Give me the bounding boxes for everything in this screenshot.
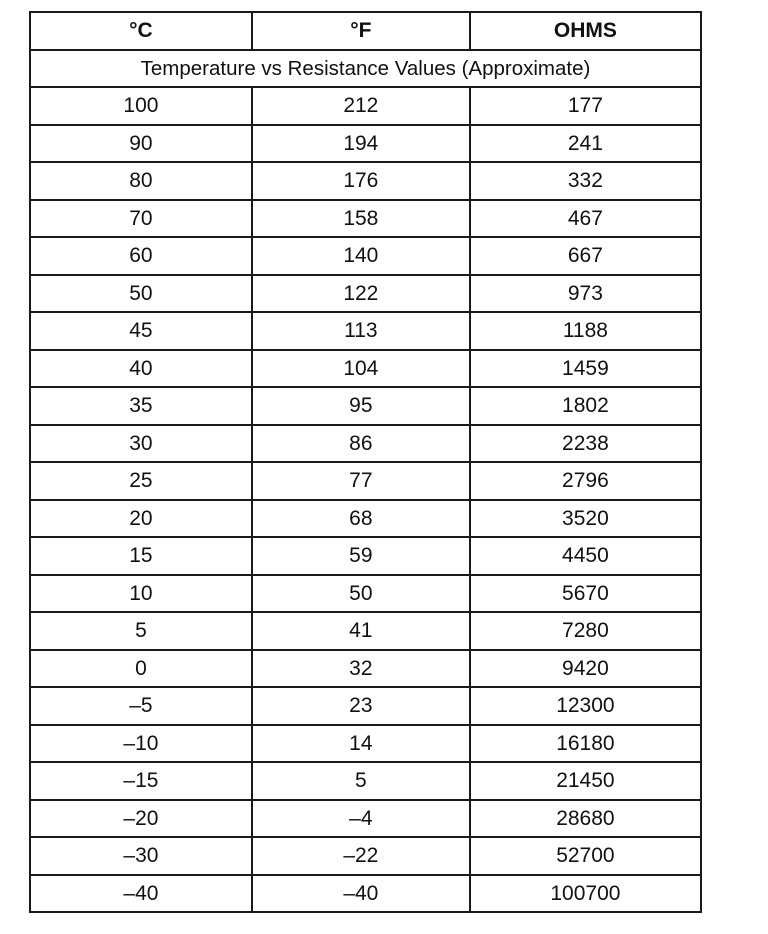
cell-ohms: 241 xyxy=(470,125,701,163)
cell-ohms: 2796 xyxy=(470,462,701,500)
cell-fahrenheit: –22 xyxy=(252,837,470,875)
cell-celsius: 50 xyxy=(30,275,252,313)
cell-ohms: 21450 xyxy=(470,762,701,800)
cell-celsius: 60 xyxy=(30,237,252,275)
cell-fahrenheit: 14 xyxy=(252,725,470,763)
cell-fahrenheit: 77 xyxy=(252,462,470,500)
cell-ohms: 2238 xyxy=(470,425,701,463)
cell-celsius: –10 xyxy=(30,725,252,763)
table-row xyxy=(30,650,701,688)
cell-celsius: –15 xyxy=(30,762,252,800)
table-row xyxy=(30,312,701,350)
table-row xyxy=(30,612,701,650)
cell-ohms: 332 xyxy=(470,162,701,200)
table-row xyxy=(30,162,701,200)
cell-ohms: 9420 xyxy=(470,650,701,688)
cell-celsius: 20 xyxy=(30,500,252,538)
table-row xyxy=(30,387,701,425)
cell-fahrenheit: 158 xyxy=(252,200,470,238)
table-row xyxy=(30,500,701,538)
table-row xyxy=(30,425,701,463)
cell-ohms: 4450 xyxy=(470,537,701,575)
cell-fahrenheit: 95 xyxy=(252,387,470,425)
table-row xyxy=(30,575,701,613)
cell-fahrenheit: –4 xyxy=(252,800,470,838)
cell-celsius: 80 xyxy=(30,162,252,200)
cell-celsius: –40 xyxy=(30,875,252,913)
cell-celsius: 10 xyxy=(30,575,252,613)
table-row xyxy=(30,837,701,875)
table-row xyxy=(30,537,701,575)
cell-celsius: –20 xyxy=(30,800,252,838)
cell-fahrenheit: 113 xyxy=(252,312,470,350)
cell-celsius: 5 xyxy=(30,612,252,650)
cell-fahrenheit: 86 xyxy=(252,425,470,463)
cell-fahrenheit: 50 xyxy=(252,575,470,613)
cell-ohms: 667 xyxy=(470,237,701,275)
cell-ohms: 28680 xyxy=(470,800,701,838)
cell-ohms: 100700 xyxy=(470,875,701,913)
table-row xyxy=(30,237,701,275)
cell-celsius: –5 xyxy=(30,687,252,725)
cell-ohms: 973 xyxy=(470,275,701,313)
cell-celsius: 45 xyxy=(30,312,252,350)
table-row xyxy=(30,125,701,163)
table-row xyxy=(30,875,701,913)
cell-ohms: 467 xyxy=(470,200,701,238)
cell-celsius: 90 xyxy=(30,125,252,163)
header-fahrenheit: °F xyxy=(252,12,470,50)
cell-celsius: 100 xyxy=(30,87,252,125)
cell-fahrenheit: 194 xyxy=(252,125,470,163)
cell-fahrenheit: 32 xyxy=(252,650,470,688)
header-ohms: OHMS xyxy=(470,12,701,50)
cell-celsius: 25 xyxy=(30,462,252,500)
cell-celsius: 70 xyxy=(30,200,252,238)
table-row xyxy=(30,687,701,725)
cell-ohms: 16180 xyxy=(470,725,701,763)
table-row xyxy=(30,350,701,388)
cell-fahrenheit: 5 xyxy=(252,762,470,800)
table-body xyxy=(30,87,701,912)
cell-ohms: 1188 xyxy=(470,312,701,350)
cell-fahrenheit: 140 xyxy=(252,237,470,275)
cell-fahrenheit: 122 xyxy=(252,275,470,313)
cell-ohms: 1459 xyxy=(470,350,701,388)
cell-ohms: 7280 xyxy=(470,612,701,650)
table-caption: Temperature vs Resistance Values (Approximate) xyxy=(30,50,701,88)
cell-fahrenheit: 176 xyxy=(252,162,470,200)
temperature-resistance-table xyxy=(29,11,702,913)
table-row xyxy=(30,462,701,500)
table-row xyxy=(30,200,701,238)
cell-fahrenheit: 41 xyxy=(252,612,470,650)
caption-row xyxy=(30,50,701,88)
cell-fahrenheit: 212 xyxy=(252,87,470,125)
cell-fahrenheit: 23 xyxy=(252,687,470,725)
table-row xyxy=(30,87,701,125)
cell-celsius: 0 xyxy=(30,650,252,688)
cell-fahrenheit: 104 xyxy=(252,350,470,388)
cell-ohms: 1802 xyxy=(470,387,701,425)
header-row xyxy=(30,12,701,50)
table-row xyxy=(30,725,701,763)
cell-ohms: 3520 xyxy=(470,500,701,538)
cell-ohms: 177 xyxy=(470,87,701,125)
cell-ohms: 12300 xyxy=(470,687,701,725)
cell-ohms: 52700 xyxy=(470,837,701,875)
cell-celsius: –30 xyxy=(30,837,252,875)
cell-celsius: 40 xyxy=(30,350,252,388)
cell-fahrenheit: –40 xyxy=(252,875,470,913)
cell-fahrenheit: 68 xyxy=(252,500,470,538)
table-row xyxy=(30,762,701,800)
table-row xyxy=(30,800,701,838)
cell-ohms: 5670 xyxy=(470,575,701,613)
table-row xyxy=(30,275,701,313)
header-celsius: °C xyxy=(30,12,252,50)
cell-celsius: 30 xyxy=(30,425,252,463)
cell-celsius: 15 xyxy=(30,537,252,575)
cell-celsius: 35 xyxy=(30,387,252,425)
cell-fahrenheit: 59 xyxy=(252,537,470,575)
